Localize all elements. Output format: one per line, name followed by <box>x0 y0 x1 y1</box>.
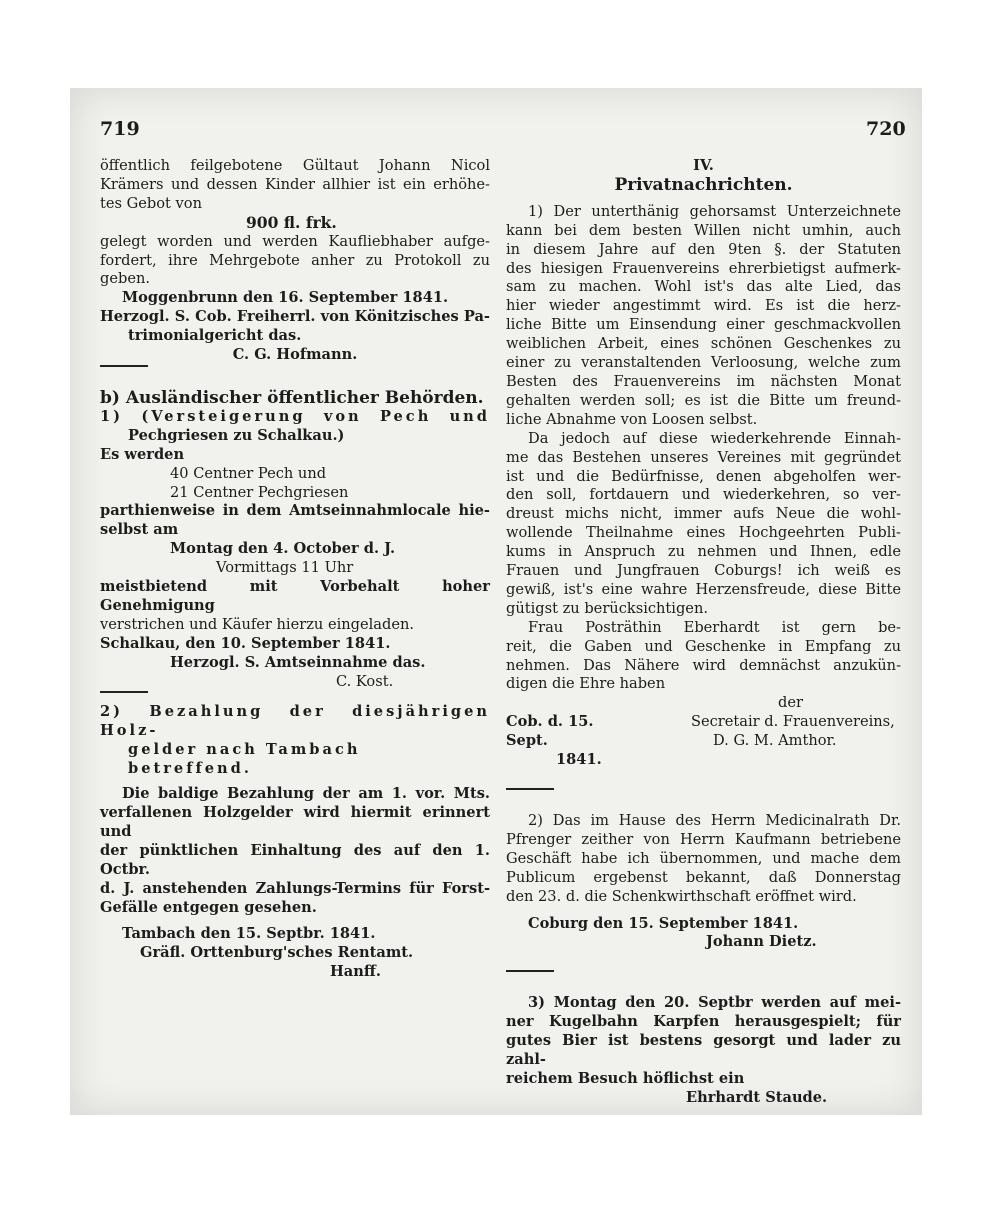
notice-frauenverein <box>506 203 901 770</box>
signature: Ehrhardt Staude. <box>686 1088 828 1106</box>
text-line: der <box>778 694 803 712</box>
sale-amount: 900 fl. frk. <box>246 212 337 232</box>
notice-auction <box>100 408 490 692</box>
text-line: sam zu machen. Wohl ist's das alte Lied, das <box>506 278 901 296</box>
text-line: gutes Bier ist bestens gesorgt und lader zu zahl- <box>506 1032 901 1069</box>
place-date: Schalkau, den 10. September 1841. <box>100 634 391 652</box>
text-line: kann bei dem besten Willen nicht umhin, auch <box>506 221 901 239</box>
signature: C. G. Hofmann. <box>232 346 358 364</box>
date-line: Vormittags 11 Uhr <box>216 559 354 577</box>
signature: D. G. M. Amthor. <box>713 732 837 750</box>
text-line: fordert, ihre Mehrgebote anher zu Protokoll zu <box>100 251 490 269</box>
text-line: gelegt worden und werden Kaufliebhaber aufge- <box>100 232 490 250</box>
text-line: gewiß, ist's eine wahre Herzensfreude, diese Bitte <box>506 580 901 598</box>
text-line: reit, die Gaben und Geschenke in Empfang zu <box>506 637 901 655</box>
text-line: parthienweise in dem Amtseinnahmlocale hie- <box>100 502 490 520</box>
text-line: dreust michs nicht, immer aufs Neue die wohl- <box>506 505 901 523</box>
notice-title: 2) Bezahlung der diesjährigen Holz- <box>100 703 490 740</box>
text-line: einer zu veranstaltenden Verloosung, welche zum <box>506 354 901 372</box>
page-number-right: 720 <box>866 118 906 140</box>
text-line: 2) Das im Hause des Herrn Medicinalrath Dr. <box>528 812 901 829</box>
signature: Secretair d. Frauenvereins, <box>691 713 895 731</box>
text-line: ner Kugelbahn Karpfen herausgespielt; für <box>506 1013 901 1031</box>
text-line: Geschäft habe ich übernommen, und mache dem <box>506 849 901 867</box>
text-line: Krämers und dessen Kinder allhier ist ein erhöhe- <box>100 175 490 193</box>
text-line: Frauen und Jungfrauen Coburgs! ich weiß es <box>506 562 901 580</box>
text-line: gütigst zu berücksichtigen. <box>506 599 708 617</box>
text-line: liche Abnahme von Loosen selbst. <box>506 410 758 428</box>
text-line: wollende Theilnahme eines Hochgeehrten Publi- <box>506 524 901 542</box>
right-column <box>506 157 901 1108</box>
text-line: d. J. anstehenden Zahlungs-Termins für Forst- <box>100 879 490 897</box>
text-line: digen die Ehre haben <box>506 675 666 693</box>
text-line: den 23. d. die Schenkwirthschaft eröffnet wird. <box>506 887 857 905</box>
place-date: Cob. d. 15. Sept. <box>506 713 594 750</box>
text-line: verstrichen und Käufer hierzu eingeladen. <box>100 615 415 633</box>
authority: Herzogl. S. Cob. Freiherrl. von Könitzisches Pa- <box>100 308 490 326</box>
text-line: meistbietend mit Vorbehalt hoher Genehmigung <box>100 578 490 614</box>
date-line: Montag den 4. October d. J. <box>170 540 396 558</box>
place-date: Tambach den 15. Septbr. 1841. <box>122 925 376 943</box>
place-date: 1841. <box>556 751 602 769</box>
text-line: Pfrenger zeither von Herrn Kaufmann betriebene <box>506 830 901 848</box>
text-line: me das Bestehen unseres Vereines mit gegründet <box>506 448 901 466</box>
notice-bowling <box>506 994 901 1107</box>
text-line: 3) Montag den 20. Septbr werden auf mei- <box>528 994 901 1012</box>
signature: Johann Dietz. <box>706 933 817 951</box>
goods-line: 21 Centner Pechgriesen <box>170 483 349 501</box>
text-line: der pünktlichen Einhaltung des auf den 1. Octbr. <box>100 841 490 878</box>
goods-line: 40 Centner Pech und <box>170 464 327 482</box>
text-line: liche Bitte um Einsendung einer geschmackvollen <box>506 316 901 334</box>
notice-title: 1) (Versteigerung von Pech und <box>100 407 490 425</box>
text-line: verfallenen Holzgelder wird hiermit erinnert und <box>100 804 490 840</box>
notice-title: Pechgriesen zu Schalkau.) <box>128 426 345 444</box>
text-line: geben. <box>100 270 150 288</box>
text-line: weiblichen Arbeit, eines schönen Geschenkes zu <box>506 335 901 353</box>
signature: Hanff. <box>330 963 381 981</box>
text-line: tes Gebot von <box>100 194 202 212</box>
authority: Gräfl. Orttenburg'sches Rentamt. <box>140 944 414 962</box>
text-line: des hiesigen Frauenvereins ehrerbietigst aufmerk- <box>506 259 901 277</box>
text-line: Publicum ergebenst bekannt, daß Donnerstag <box>506 868 901 886</box>
text-line: Gefälle entgegen gesehen. <box>100 898 317 916</box>
text-line: Besten des Frauenvereins im nächsten Monat <box>506 372 901 390</box>
text-line: nehmen. Das Nähere wird demnächst anzukün- <box>506 656 901 674</box>
notice-title: gelder nach Tambach betreffend. <box>128 741 361 778</box>
text-line: in diesem Jahre auf den 9ten §. der Statuten <box>506 240 901 258</box>
notice-tavern <box>506 812 901 952</box>
signature: C. Kost. <box>336 672 394 690</box>
text-line: öffentlich feilgebotene Gültaut Johann Nicol <box>100 157 490 174</box>
text-line: den soll, fortdauern und wiederkehren, so ver- <box>506 486 901 504</box>
text-line: Frau Posträthin Eberhardt ist gern be- <box>528 618 901 636</box>
place-date: Moggenbrunn den 16. September 1841. <box>122 289 449 307</box>
page-number-left: 719 <box>100 118 140 140</box>
text-line: Da jedoch auf diese wiederkehrende Einnah- <box>528 429 901 447</box>
text-line: Es werden <box>100 445 185 463</box>
notice-wood-payment <box>100 703 490 982</box>
text-line: hier wieder angestimmt wird. Es ist die herz- <box>506 297 901 315</box>
sale-notice <box>100 157 490 365</box>
text-line: 1) Der unterthänig gehorsamst Unterzeichnete <box>528 202 901 220</box>
authority: Herzogl. S. Amtseinnahme das. <box>170 653 426 671</box>
section-heading: Privatnachrichten. <box>614 174 793 195</box>
signature-row <box>506 713 901 770</box>
text-line: selbst am <box>100 521 179 539</box>
section-heading: b) Ausländischer öffentlicher Behörden. <box>100 387 484 408</box>
section-number: IV. <box>693 157 714 174</box>
text-line: Die baldige Bezahlung der am 1. vor. Mts. <box>122 785 490 803</box>
place-date: Coburg den 15. September 1841. <box>528 914 799 932</box>
text-line: gehalten werden soll; es ist die Bitte um freund- <box>506 391 901 409</box>
text-line: kums in Anspruch zu nehmen und Ihnen, edle <box>506 543 901 561</box>
text-line: reichem Besuch höflichst ein <box>506 1069 745 1087</box>
text-line: ist und die Bedürfnisse, denen abgeholfen wer- <box>506 467 901 485</box>
left-column <box>100 157 490 982</box>
authority: trimonialgericht das. <box>128 327 302 345</box>
